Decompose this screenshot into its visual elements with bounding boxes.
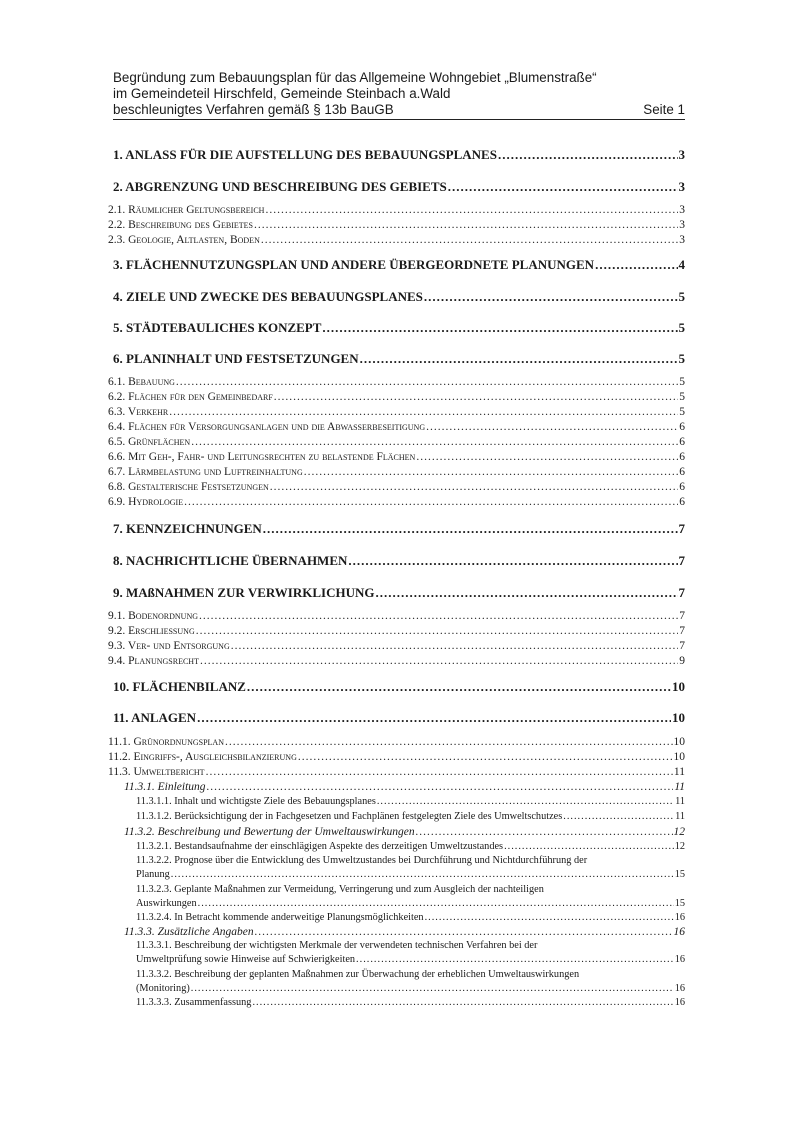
toc-entry-6-3[interactable]: 6.3. Verkehr ..... 5 <box>108 405 685 419</box>
header-procedure: beschleunigtes Verfahren gemäß § 13b BauGB <box>113 102 394 117</box>
toc-entry-11-3-1-1[interactable]: 11.3.1.1. Inhalt und wichtigste Ziele des Bebauungsplanes ..... 11 <box>136 795 685 809</box>
toc-entry-2-1[interactable]: 2.1. Räumlicher Geltungsbereich ..... 3 <box>108 203 685 217</box>
toc-entry-11-3-2-3-line-1: 11.3.2.3. Geplante Maßnahmen zur Vermeidung, Verringerung und zum Ausgleich der nachteiligen <box>136 884 544 895</box>
header-title-line-2: im Gemeindeteil Hirschfeld, Gemeinde Steinbach a.Wald <box>113 86 451 101</box>
toc-entry-11-3-3-1[interactable]: Umweltprüfung sowie Hinweise auf Schwierigkeiten ..... 16 <box>136 953 685 967</box>
toc-entry-11-3-3[interactable]: 11.3.3. Zusätzliche Angaben ..... 16 <box>124 925 685 939</box>
toc-entry-2-2[interactable]: 2.2. Beschreibung des Gebietes ..... 3 <box>108 218 685 232</box>
toc-entry-11-3-3-3[interactable]: 11.3.3.3. Zusammenfassung ..... 16 <box>136 996 685 1010</box>
toc-entry-6-9[interactable]: 6.9. Hydrologie ..... 6 <box>108 495 685 509</box>
toc-entry-6-7[interactable]: 6.7. Lärmbelastung und Luftreinhaltung ..... 6 <box>108 465 685 479</box>
page-number: Seite 1 <box>643 102 685 117</box>
toc-entry-6[interactable]: 6. PLANINHALT UND FESTSETZUNGEN ..... 5 <box>113 351 685 367</box>
toc-entry-11-3-1[interactable]: 11.3.1. Einleitung ..... 11 <box>124 780 685 794</box>
toc-entry-6-4[interactable]: 6.4. Flächen für Versorgungsanlagen und die Abwasserbeseitigung ..... 6 <box>108 420 685 434</box>
header-title-line-1: Begründung zum Bebauungsplan für das Allgemeine Wohngebiet „Blumenstraße“ <box>113 70 597 85</box>
toc-entry-11-3-2[interactable]: 11.3.2. Beschreibung und Bewertung der Umweltauswirkungen ..... 12 <box>124 825 685 839</box>
toc-entry-9-3[interactable]: 9.3. Ver- und Entsorgung ..... 7 <box>108 639 685 653</box>
toc-entry-9-1[interactable]: 9.1. Bodenordnung ..... 7 <box>108 609 685 623</box>
toc-entry-9-2[interactable]: 9.2. Erschließung ..... 7 <box>108 624 685 638</box>
toc-entry-6-5[interactable]: 6.5. Grünflächen ..... 6 <box>108 435 685 449</box>
toc-entry-6-2[interactable]: 6.2. Flächen für den Gemeinbedarf ..... 5 <box>108 390 685 404</box>
toc-entry-6-1[interactable]: 6.1. Bebauung ..... 5 <box>108 375 685 389</box>
toc-entry-11-2[interactable]: 11.2. Eingriffs-, Ausgleichsbilanzierung ..... 10 <box>108 750 685 764</box>
toc-entry-4[interactable]: 4. ZIELE UND ZWECKE DES BEBAUUNGSPLANES ..... 5 <box>113 289 685 305</box>
toc-entry-11-3-3-2-line-1: 11.3.3.2. Beschreibung der geplanten Maßnahmen zur Überwachung der erheblichen Umweltauswirkungen <box>136 969 580 980</box>
toc-entry-8[interactable]: 8. NACHRICHTLICHE ÜBERNAHMEN ..... 7 <box>113 553 685 569</box>
toc-entry-11-3-2-2-line-1: 11.3.2.2. Prognose über die Entwicklung des Umweltzustandes bei Durchführung und Nichtdurchführung der <box>136 855 588 866</box>
toc-entry-1[interactable]: 1. ANLASS FÜR DIE AUFSTELLUNG DES BEBAUUNGSPLANES ..... 3 <box>113 147 685 163</box>
toc-entry-11-3-3-1-line-1: 11.3.3.1. Beschreibung der wichtigsten Merkmale der verwendeten technischen Verfahren bei der <box>136 940 538 951</box>
toc-entry-11-1[interactable]: 11.1. Grünordnungsplan ..... 10 <box>108 735 685 749</box>
toc-entry-9[interactable]: 9. MAßNAHMEN ZUR VERWIRKLICHUNG ..... 7 <box>113 585 685 601</box>
toc-entry-3[interactable]: 3. FLÄCHENNUTZUNGSPLAN UND ANDERE ÜBERGEORDNETE PLANUNGEN ..... 4 <box>113 257 685 273</box>
toc-entry-2-3[interactable]: 2.3. Geologie, Altlasten, Boden ..... 3 <box>108 233 685 247</box>
toc-entry-11-3-2-2[interactable]: Planung ..... 15 <box>136 868 685 882</box>
toc-entry-7[interactable]: 7. KENNZEICHNUNGEN ..... 7 <box>113 521 685 537</box>
toc-entry-6-6[interactable]: 6.6. Mit Geh-, Fahr- und Leitungsrechten zu belastende Flächen ..... 6 <box>108 450 685 464</box>
toc-entry-11-3[interactable]: 11.3. Umweltbericht ..... 11 <box>108 765 685 779</box>
toc-entry-2[interactable]: 2. ABGRENZUNG UND BESCHREIBUNG DES GEBIETS ..... 3 <box>113 179 685 195</box>
toc-entry-11-3-3-2[interactable]: (Monitoring) ..... 16 <box>136 982 685 996</box>
toc-entry-11-3-2-3[interactable]: Auswirkungen ..... 15 <box>136 897 685 911</box>
toc-entry-6-8[interactable]: 6.8. Gestalterische Festsetzungen ..... 6 <box>108 480 685 494</box>
toc-entry-5[interactable]: 5. STÄDTEBAULICHES KONZEPT ..... 5 <box>113 320 685 336</box>
toc-entry-11-3-1-2[interactable]: 11.3.1.2. Berücksichtigung der in Fachgesetzen und Fachplänen festgelegten Ziele des Umweltschutzes ..... 11 <box>136 810 685 824</box>
toc-entry-9-4[interactable]: 9.4. Planungsrecht ..... 9 <box>108 654 685 668</box>
toc-entry-11[interactable]: 11. ANLAGEN ..... 10 <box>113 710 685 726</box>
toc-entry-10[interactable]: 10. FLÄCHENBILANZ ..... 10 <box>113 679 685 695</box>
toc-entry-11-3-2-4[interactable]: 11.3.2.4. In Betracht kommende anderweitige Planungsmöglichkeiten ..... 16 <box>136 911 685 925</box>
toc-entry-11-3-2-1[interactable]: 11.3.2.1. Bestandsaufnahme der einschlägigen Aspekte des derzeitigen Umweltzustandes ..... 12 <box>136 840 685 854</box>
